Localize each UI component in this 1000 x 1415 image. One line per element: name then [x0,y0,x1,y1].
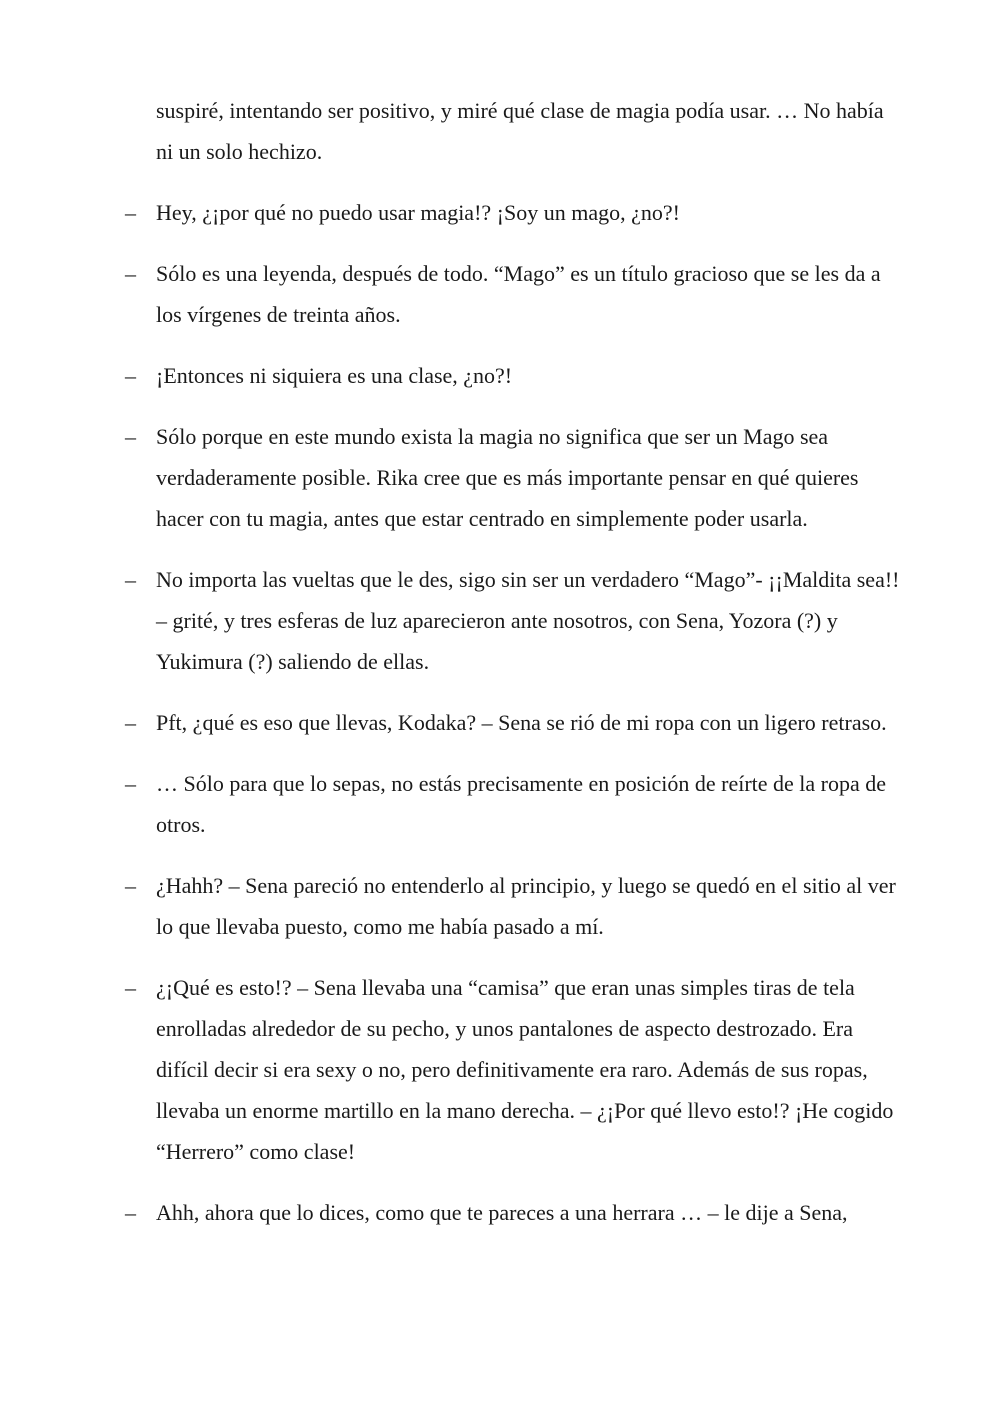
dialogue-line [0,253,1000,335]
dialogue-text: ¿¡Qué es esto!? – Sena llevaba una “camisa” que eran unas simples tiras de tela enrolladas alrededor de su pecho, y unos pantalones de aspecto destrozado. Era difícil decir si era sexy o no, pero definitivamente era raro. Además de sus ropas, llevaba un enorme martillo en la mano derecha. – ¿¡Por qué llevo esto!? ¡He cogido “Herrero” como clase! [156,975,894,1164]
dialogue-dash: – [125,771,136,796]
dialogue-dash: – [125,200,136,225]
dialogue-dash: – [125,873,136,898]
dialogue-dash: – [125,1200,136,1225]
intro-paragraph: suspiré, intentando ser positivo, y miré qué clase de magia podía usar. … No había ni un solo hechizo. [156,98,884,164]
dialogue-dash: – [125,363,136,388]
dialogue-text: No importa las vueltas que le des, sigo sin ser un verdadero “Mago”- ¡¡Maldita sea!! – grité, y tres esferas de luz aparecieron ante nosotros, con Sena, Yozora (?) y Yukimura (?) saliendo de ellas. [156,567,900,674]
dialogue-text: Hey, ¿¡por qué no puedo usar magia!? ¡Soy un mago, ¿no?! [156,200,680,225]
dialogue-text: ¿Hahh? – Sena pareció no entenderlo al principio, y luego se quedó en el sitio al ver lo que llevaba puesto, como me había pasado a mí. [156,873,896,939]
dialogue-line [0,967,1000,1172]
dialogue-line [0,1192,1000,1233]
dialogue-dash: – [125,975,136,1000]
dialogue-text: ¡Entonces ni siquiera es una clase, ¿no?! [156,363,513,388]
dialogue-line [0,355,1000,396]
dialogue-dash: – [125,567,136,592]
dialogue-line [0,865,1000,947]
dialogue-line [0,763,1000,845]
dialogue-list [0,192,1000,1253]
dialogue-line [0,416,1000,539]
dialogue-dash: – [125,261,136,286]
dialogue-text: Ahh, ahora que lo dices, como que te pareces a una herrara … – le dije a Sena, [156,1200,848,1225]
dialogue-text: Pft, ¿qué es eso que llevas, Kodaka? – Sena se rió de mi ropa con un ligero retraso. [156,710,887,735]
dialogue-text: … Sólo para que lo sepas, no estás precisamente en posición de reírte de la ropa de otros. [156,771,887,837]
dialogue-line [0,559,1000,682]
dialogue-line [0,702,1000,743]
dialogue-line [0,192,1000,233]
dialogue-dash: – [125,710,136,735]
dialogue-text: Sólo es una leyenda, después de todo. “Mago” es un título gracioso que se les da a los vírgenes de treinta años. [156,261,881,327]
dialogue-dash: – [125,424,136,449]
dialogue-text: Sólo porque en este mundo exista la magia no significa que ser un Mago sea verdaderamente posible. Rika cree que es más importante pensar en qué quieres hacer con tu magia, antes que estar centrado en simplemente poder usarla. [156,424,859,531]
